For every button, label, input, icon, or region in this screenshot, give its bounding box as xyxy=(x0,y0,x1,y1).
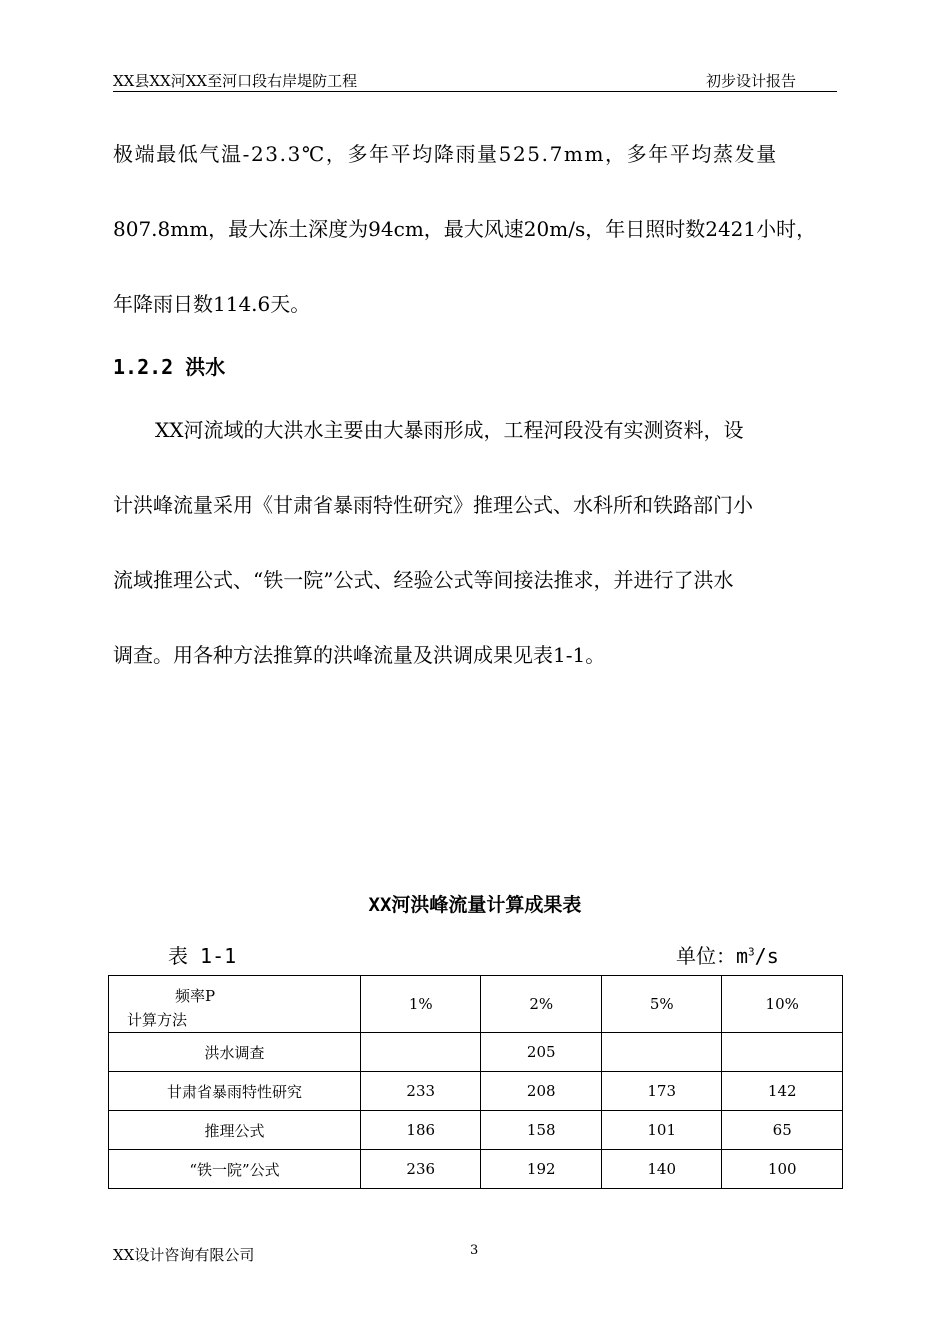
value-cell: 101 xyxy=(601,1111,721,1150)
column-header: 1% xyxy=(361,976,481,1033)
page-number: 3 xyxy=(470,1243,479,1258)
value-cell: 186 xyxy=(361,1111,481,1150)
value-cell: 208 xyxy=(481,1072,601,1111)
value-cell: 236 xyxy=(361,1150,481,1189)
method-cell: 甘肃省暴雨特性研究 xyxy=(109,1072,361,1111)
value-cell: 65 xyxy=(722,1111,843,1150)
value-cell: 205 xyxy=(481,1033,601,1072)
value-cell: 140 xyxy=(601,1150,721,1189)
table-unit xyxy=(676,940,779,969)
section-heading: 1.2.2 洪水 xyxy=(113,355,226,379)
paragraph-climate-line-2: 807.8mm，最大冻土深度为94cm，最大风速20m/s，年日照时数2421小时， xyxy=(113,217,817,241)
paragraph-flood-line-1: XX河流域的大洪水主要由大暴雨形成，工程河段没有实测资料，设 xyxy=(155,418,744,442)
value-cell xyxy=(361,1033,481,1072)
column-header: 2% xyxy=(481,976,601,1033)
table-unit-superscript: 3 xyxy=(748,945,755,959)
table-unit-prefix: 单位：m xyxy=(676,944,749,968)
value-cell: 158 xyxy=(481,1111,601,1150)
column-header: 5% xyxy=(601,976,721,1033)
paragraph-flood-line-2: 计洪峰流量采用《甘肃省暴雨特性研究》推理公式、水科所和铁路部门小 xyxy=(113,493,753,517)
value-cell: 233 xyxy=(361,1072,481,1111)
header-title: XX县XX河XX至河口段右岸堤防工程 xyxy=(113,72,358,90)
paragraph-climate-line-1: 极端最低气温-23.3℃，多年平均降雨量525.7mm，多年平均蒸发量 xyxy=(113,142,778,166)
table-row xyxy=(109,1150,843,1189)
table-number: 表 1-1 xyxy=(168,944,237,968)
value-cell xyxy=(722,1033,843,1072)
method-cell: “铁一院”公式 xyxy=(109,1150,361,1189)
column-header: 10% xyxy=(722,976,843,1033)
header-doc-type: 初步设计报告 xyxy=(706,72,797,90)
table-row xyxy=(109,1033,843,1072)
table-corner-cell xyxy=(109,976,361,1033)
method-cell: 推理公式 xyxy=(109,1111,361,1150)
header-rule xyxy=(113,91,837,92)
flood-peak-table xyxy=(108,975,843,1189)
corner-frequency-label: 频率P xyxy=(175,987,216,1005)
table-unit-suffix: /s xyxy=(754,944,779,968)
table-title: XX河洪峰流量计算成果表 xyxy=(368,894,582,916)
footer-company: XX设计咨询有限公司 xyxy=(113,1246,255,1264)
corner-method-label: 计算方法 xyxy=(127,1011,188,1029)
value-cell: 173 xyxy=(601,1072,721,1111)
table-header-row xyxy=(109,976,843,1033)
paragraph-flood-line-3: 流域推理公式、“铁一院”公式、经验公式等间接法推求，并进行了洪水 xyxy=(113,568,734,592)
paragraph-flood-line-4: 调查。用各种方法推算的洪峰流量及洪调成果见表1-1。 xyxy=(113,643,606,667)
value-cell xyxy=(601,1033,721,1072)
value-cell: 142 xyxy=(722,1072,843,1111)
method-cell: 洪水调查 xyxy=(109,1033,361,1072)
value-cell: 192 xyxy=(481,1150,601,1189)
table-row xyxy=(109,1072,843,1111)
table-row xyxy=(109,1111,843,1150)
value-cell: 100 xyxy=(722,1150,843,1189)
paragraph-climate-line-3: 年降雨日数114.6天。 xyxy=(113,292,311,316)
